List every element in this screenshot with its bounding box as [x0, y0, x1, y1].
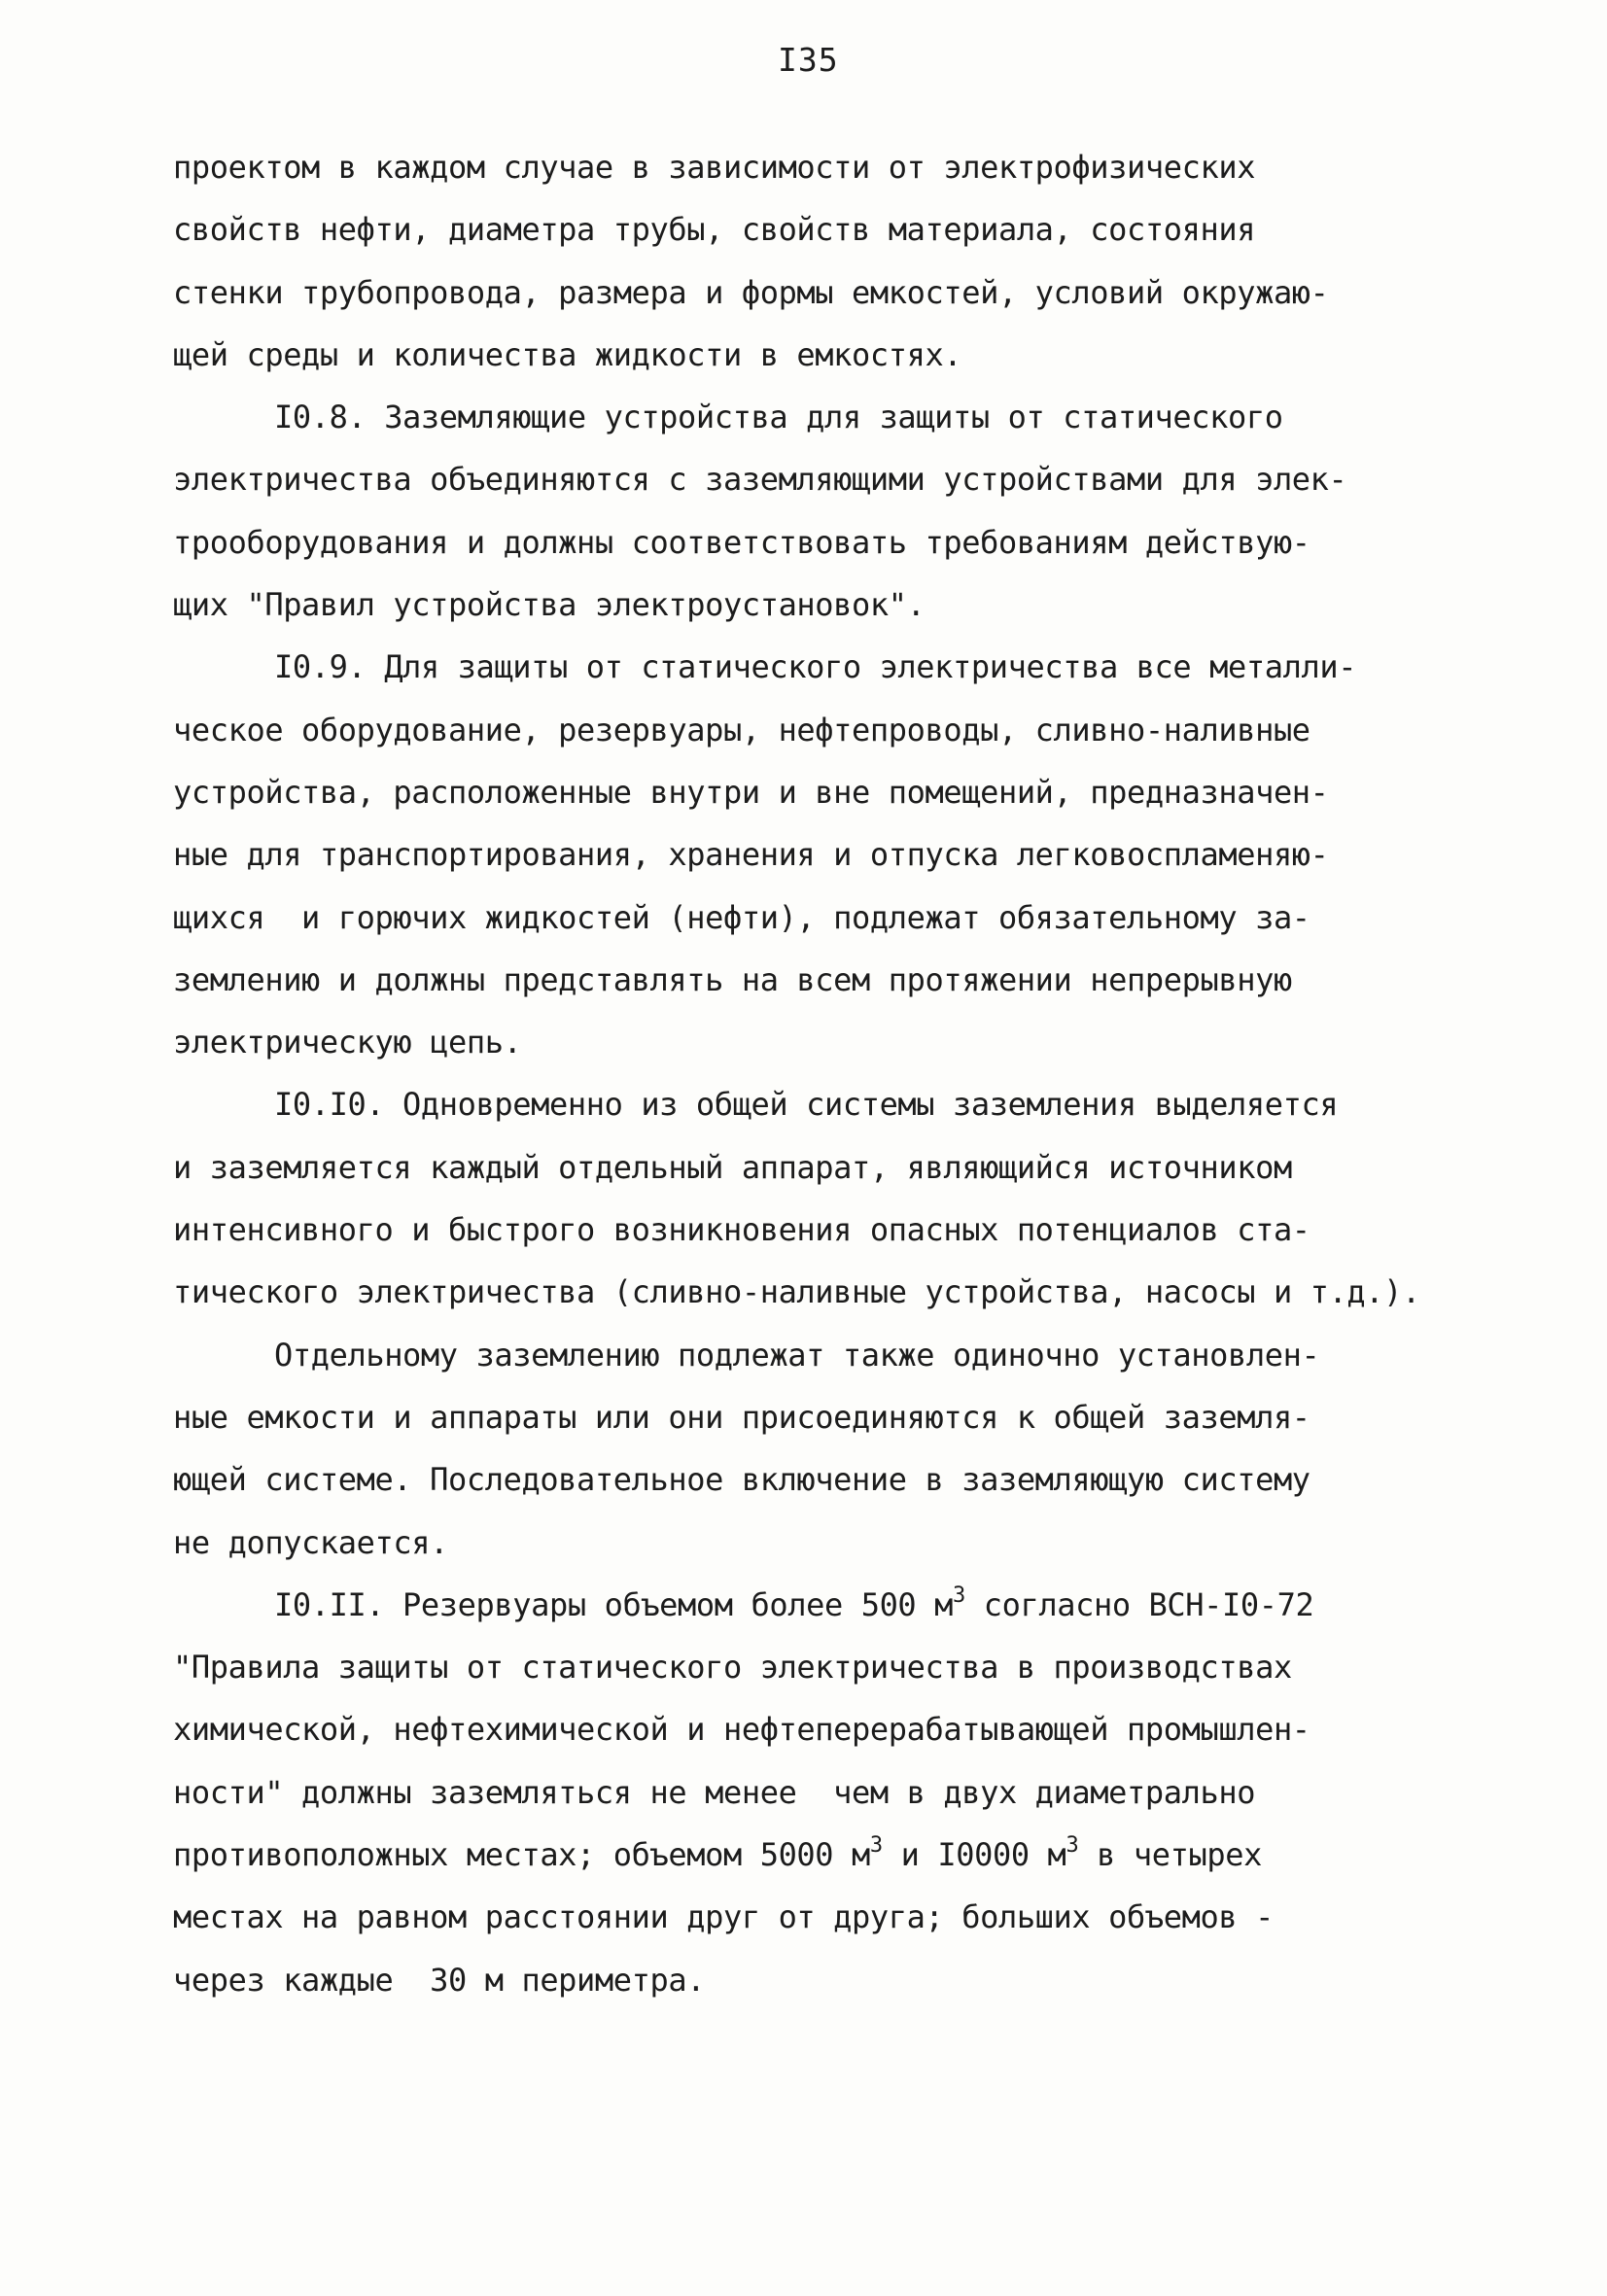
paragraph-10-8-start: I0.8. Заземляющие устройства для защиты от статического	[274, 399, 1283, 436]
text-segment: противоположных местах; объемом 5000 м	[173, 1836, 870, 1874]
text-line: устройства, расположенные внутри и вне помещений, предназначен-	[173, 773, 1329, 811]
paragraph-10-11-start	[173, 1574, 1476, 1636]
text-line: свойств нефти, диаметра трубы, свойств материала, состояния	[173, 211, 1256, 249]
text-line: ные емкости и аппараты или они присоединяются к общей заземля-	[173, 1398, 1310, 1436]
document-body	[173, 136, 1476, 2011]
superscript: 3	[953, 1583, 965, 1608]
text-line: ные для транспортирования, хранения и отпуска легковоспламеняю-	[173, 836, 1329, 874]
superscript: 3	[1066, 1833, 1079, 1859]
text-line: химической, нефтехимической и нефтеперерабатывающей промышлен-	[173, 1711, 1310, 1749]
text-line: через каждые 30 м периметра.	[173, 1961, 706, 1999]
text-line: стенки трубопровода, размера и формы емкостей, условий окружаю-	[173, 273, 1329, 311]
superscript: 3	[869, 1833, 883, 1859]
text-line	[173, 1824, 1476, 1886]
text-line: трооборудования и должны соответствовать требованиям действую-	[173, 523, 1310, 561]
page-number: I35	[778, 41, 839, 79]
text-line: "Правила защиты от статического электричества в производствах	[173, 1649, 1292, 1687]
text-line: ческое оборудование, резервуары, нефтепроводы, сливно-наливные	[173, 711, 1310, 748]
text-segment: I0.II. Резервуары объемом более 500 м	[274, 1585, 954, 1623]
text-segment: согласно ВСН-I0-72	[964, 1585, 1314, 1623]
text-line: не допускается.	[173, 1523, 448, 1561]
text-line: и заземляется каждый отдельный аппарат, являющийся источником	[173, 1148, 1292, 1186]
paragraph-10-9-start: I0.9. Для защиты от статического электричества все металли-	[274, 648, 1357, 686]
paragraph-10-10-start: I0.I0. Одновременно из общей системы заземления выделяется	[274, 1086, 1339, 1124]
text-line: щей среды и количества жидкости в емкостях.	[173, 335, 962, 373]
text-line: интенсивного и быстрого возникновения опасных потенциалов ста-	[173, 1211, 1310, 1249]
text-line: ющей системе. Последовательное включение в заземляющую систему	[173, 1461, 1310, 1499]
text-line: проектом в каждом случае в зависимости от электрофизических	[173, 149, 1256, 186]
text-segment: и I0000 м	[882, 1836, 1066, 1874]
text-line: электрическую цепь.	[173, 1024, 522, 1061]
text-line: электричества объединяются с заземляющими устройствами для элек-	[173, 461, 1347, 499]
paragraph-grounding-start: Отдельному заземлению подлежат также одиночно установлен-	[274, 1336, 1320, 1374]
text-line: ности" должны заземляться не менее чем в двух диаметрально	[173, 1773, 1256, 1811]
text-line: тического электричества (сливно-наливные устройства, насосы и т.д.).	[173, 1273, 1420, 1311]
text-line: щих "Правил устройства электроустановок".	[173, 586, 926, 624]
text-line: землению и должны представлять на всем протяжении непрерывную	[173, 960, 1292, 998]
text-line: щихся и горючих жидкостей (нефти), подлежат обязательному за-	[173, 898, 1310, 936]
text-line: местах на равном расстоянии друг от друга; больших объемов -	[173, 1898, 1274, 1936]
text-segment: в четырех	[1078, 1836, 1262, 1874]
